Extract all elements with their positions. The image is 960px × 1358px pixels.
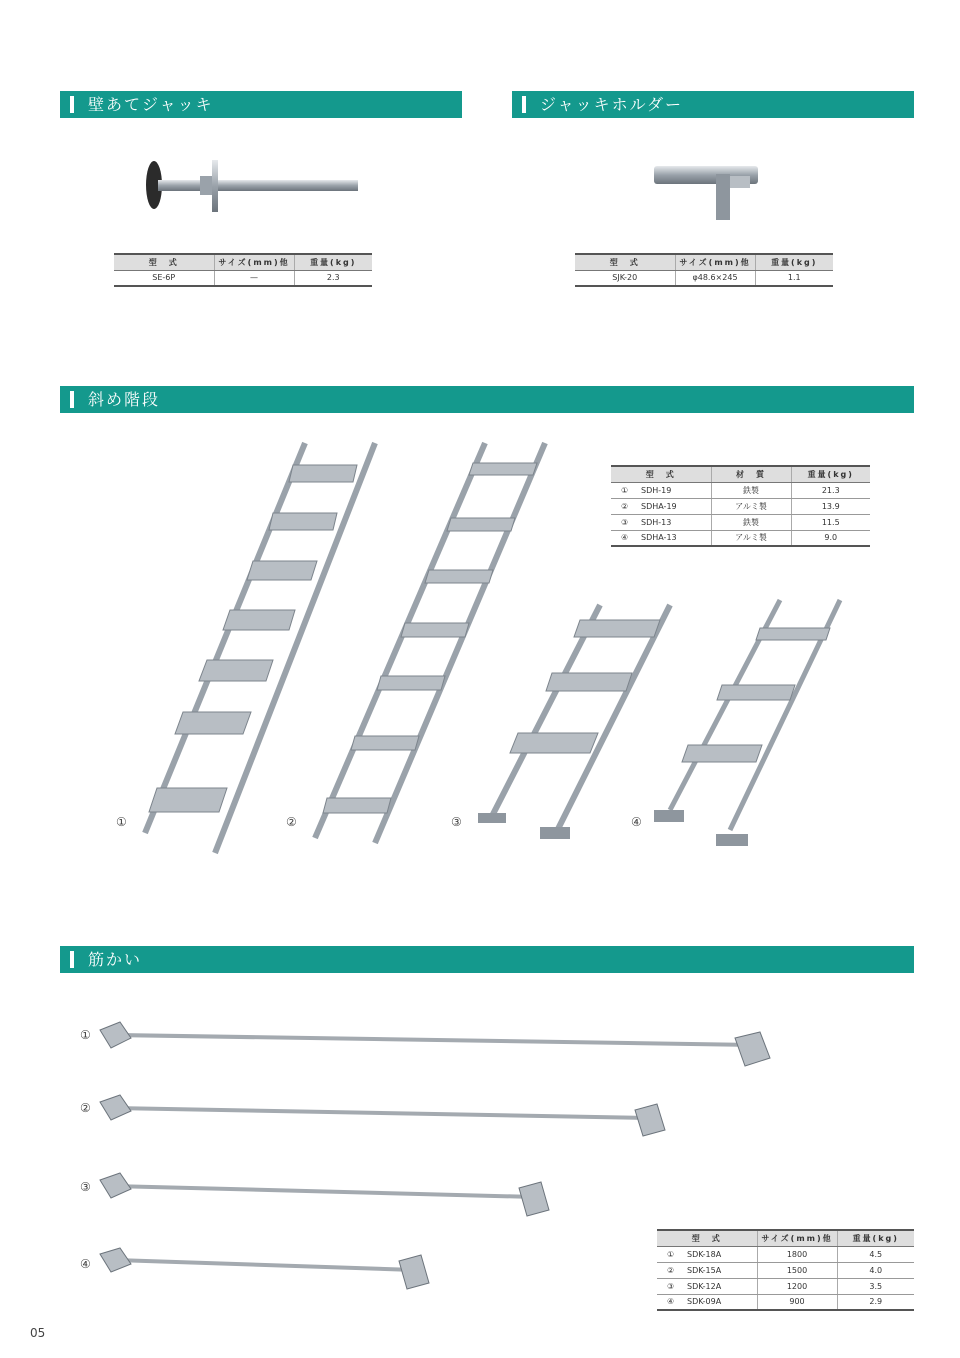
stair-1-label: ① — [116, 815, 127, 829]
row-number: ④ — [621, 533, 629, 543]
section-title: 斜め階段 — [88, 390, 161, 409]
row-number: ④ — [667, 1297, 675, 1307]
table-row — [657, 1262, 914, 1278]
cell-material: アルミ製 — [711, 530, 791, 546]
wall-jack-spec-table — [114, 253, 372, 287]
cell-model: SDHA-13 — [641, 533, 677, 543]
cell-weight: 2.3 — [294, 270, 372, 286]
table-row — [611, 530, 870, 546]
cell-weight: 4.5 — [837, 1246, 914, 1262]
page-number: 05 — [30, 1326, 46, 1340]
table-row — [611, 482, 870, 498]
col-header: サイズ(mm)他 — [675, 254, 755, 270]
section-header-stairs — [60, 386, 914, 413]
cell-size: — — [214, 270, 294, 286]
cell-model: SDK-09A — [687, 1297, 722, 1307]
header-mark — [70, 96, 74, 113]
cell-size: φ48.6×245 — [675, 270, 755, 286]
cell-weight: 13.9 — [791, 498, 870, 514]
section-title: 筋かい — [88, 950, 143, 969]
brace-spec-table — [657, 1229, 914, 1311]
row-number: ② — [621, 501, 629, 511]
row-number: ① — [621, 485, 629, 495]
cell-material: 鉄製 — [711, 482, 791, 498]
cell-model: SDH-13 — [641, 517, 672, 527]
cell-model: SDK-18A — [687, 1249, 722, 1259]
brace-3-label: ③ — [80, 1180, 91, 1194]
cell-weight: 2.9 — [837, 1294, 914, 1310]
section-header-wall-jack — [60, 91, 462, 118]
section-title: 壁あてジャッキ — [88, 95, 214, 114]
cell-size: 1800 — [757, 1246, 837, 1262]
col-header: 重量(kg) — [837, 1230, 914, 1246]
col-header: 重量(kg) — [755, 254, 833, 270]
row-number: ③ — [667, 1281, 675, 1291]
stair-4-image — [650, 590, 860, 852]
header-mark — [70, 391, 74, 408]
wall-jack-image — [140, 155, 362, 215]
cell-weight: 21.3 — [791, 482, 870, 498]
row-number: ① — [667, 1249, 675, 1259]
section-title: ジャッキホルダー — [540, 95, 684, 114]
stair-2-label: ② — [286, 815, 297, 829]
col-header: 型 式 — [575, 254, 675, 270]
cell-model: SDK-12A — [687, 1281, 722, 1291]
table-row — [611, 498, 870, 514]
col-header: 重量(kg) — [294, 254, 372, 270]
header-mark — [522, 96, 526, 113]
stair-3-label: ③ — [451, 815, 462, 829]
cell-weight: 9.0 — [791, 530, 870, 546]
cell-weight: 4.0 — [837, 1262, 914, 1278]
cell-model: SE-6P — [114, 270, 214, 286]
stair-4-label: ④ — [631, 815, 642, 829]
jack-holder-image — [652, 160, 762, 224]
cell-weight: 3.5 — [837, 1278, 914, 1294]
col-header: サイズ(mm)他 — [757, 1230, 837, 1246]
section-header-brace — [60, 946, 914, 973]
cell-model: SDHA-19 — [641, 501, 677, 511]
row-number: ② — [667, 1265, 675, 1275]
col-header: サイズ(mm)他 — [214, 254, 294, 270]
brace-4-image — [95, 1245, 435, 1295]
col-header: 材 質 — [711, 466, 791, 482]
jack-holder-spec-table — [575, 253, 833, 287]
section-header-jack-holder — [512, 91, 914, 118]
cell-size: 1500 — [757, 1262, 837, 1278]
cell-size: 1200 — [757, 1278, 837, 1294]
brace-1-label: ① — [80, 1028, 91, 1042]
brace-2-image — [95, 1092, 670, 1142]
table-row — [657, 1246, 914, 1262]
table-row — [657, 1278, 914, 1294]
brace-2-label: ② — [80, 1101, 91, 1115]
cell-material: 鉄製 — [711, 514, 791, 530]
brace-4-label: ④ — [80, 1257, 91, 1271]
cell-material: アルミ製 — [711, 498, 791, 514]
row-number: ③ — [621, 517, 629, 527]
brace-1-image — [95, 1018, 775, 1073]
col-header: 重量(kg) — [791, 466, 870, 482]
table-row — [611, 514, 870, 530]
cell-size: 900 — [757, 1294, 837, 1310]
col-header: 型 式 — [114, 254, 214, 270]
col-header: 型 式 — [611, 466, 711, 482]
table-row — [575, 270, 833, 286]
cell-weight: 11.5 — [791, 514, 870, 530]
cell-model: SDH-19 — [641, 485, 672, 495]
table-row — [657, 1294, 914, 1310]
col-header: 型 式 — [657, 1230, 757, 1246]
brace-3-image — [95, 1170, 555, 1222]
header-mark — [70, 951, 74, 968]
cell-model: SDK-15A — [687, 1265, 722, 1275]
stairs-spec-table — [611, 465, 870, 547]
cell-model: SJK-20 — [575, 270, 675, 286]
table-row — [114, 270, 372, 286]
cell-weight: 1.1 — [755, 270, 833, 286]
